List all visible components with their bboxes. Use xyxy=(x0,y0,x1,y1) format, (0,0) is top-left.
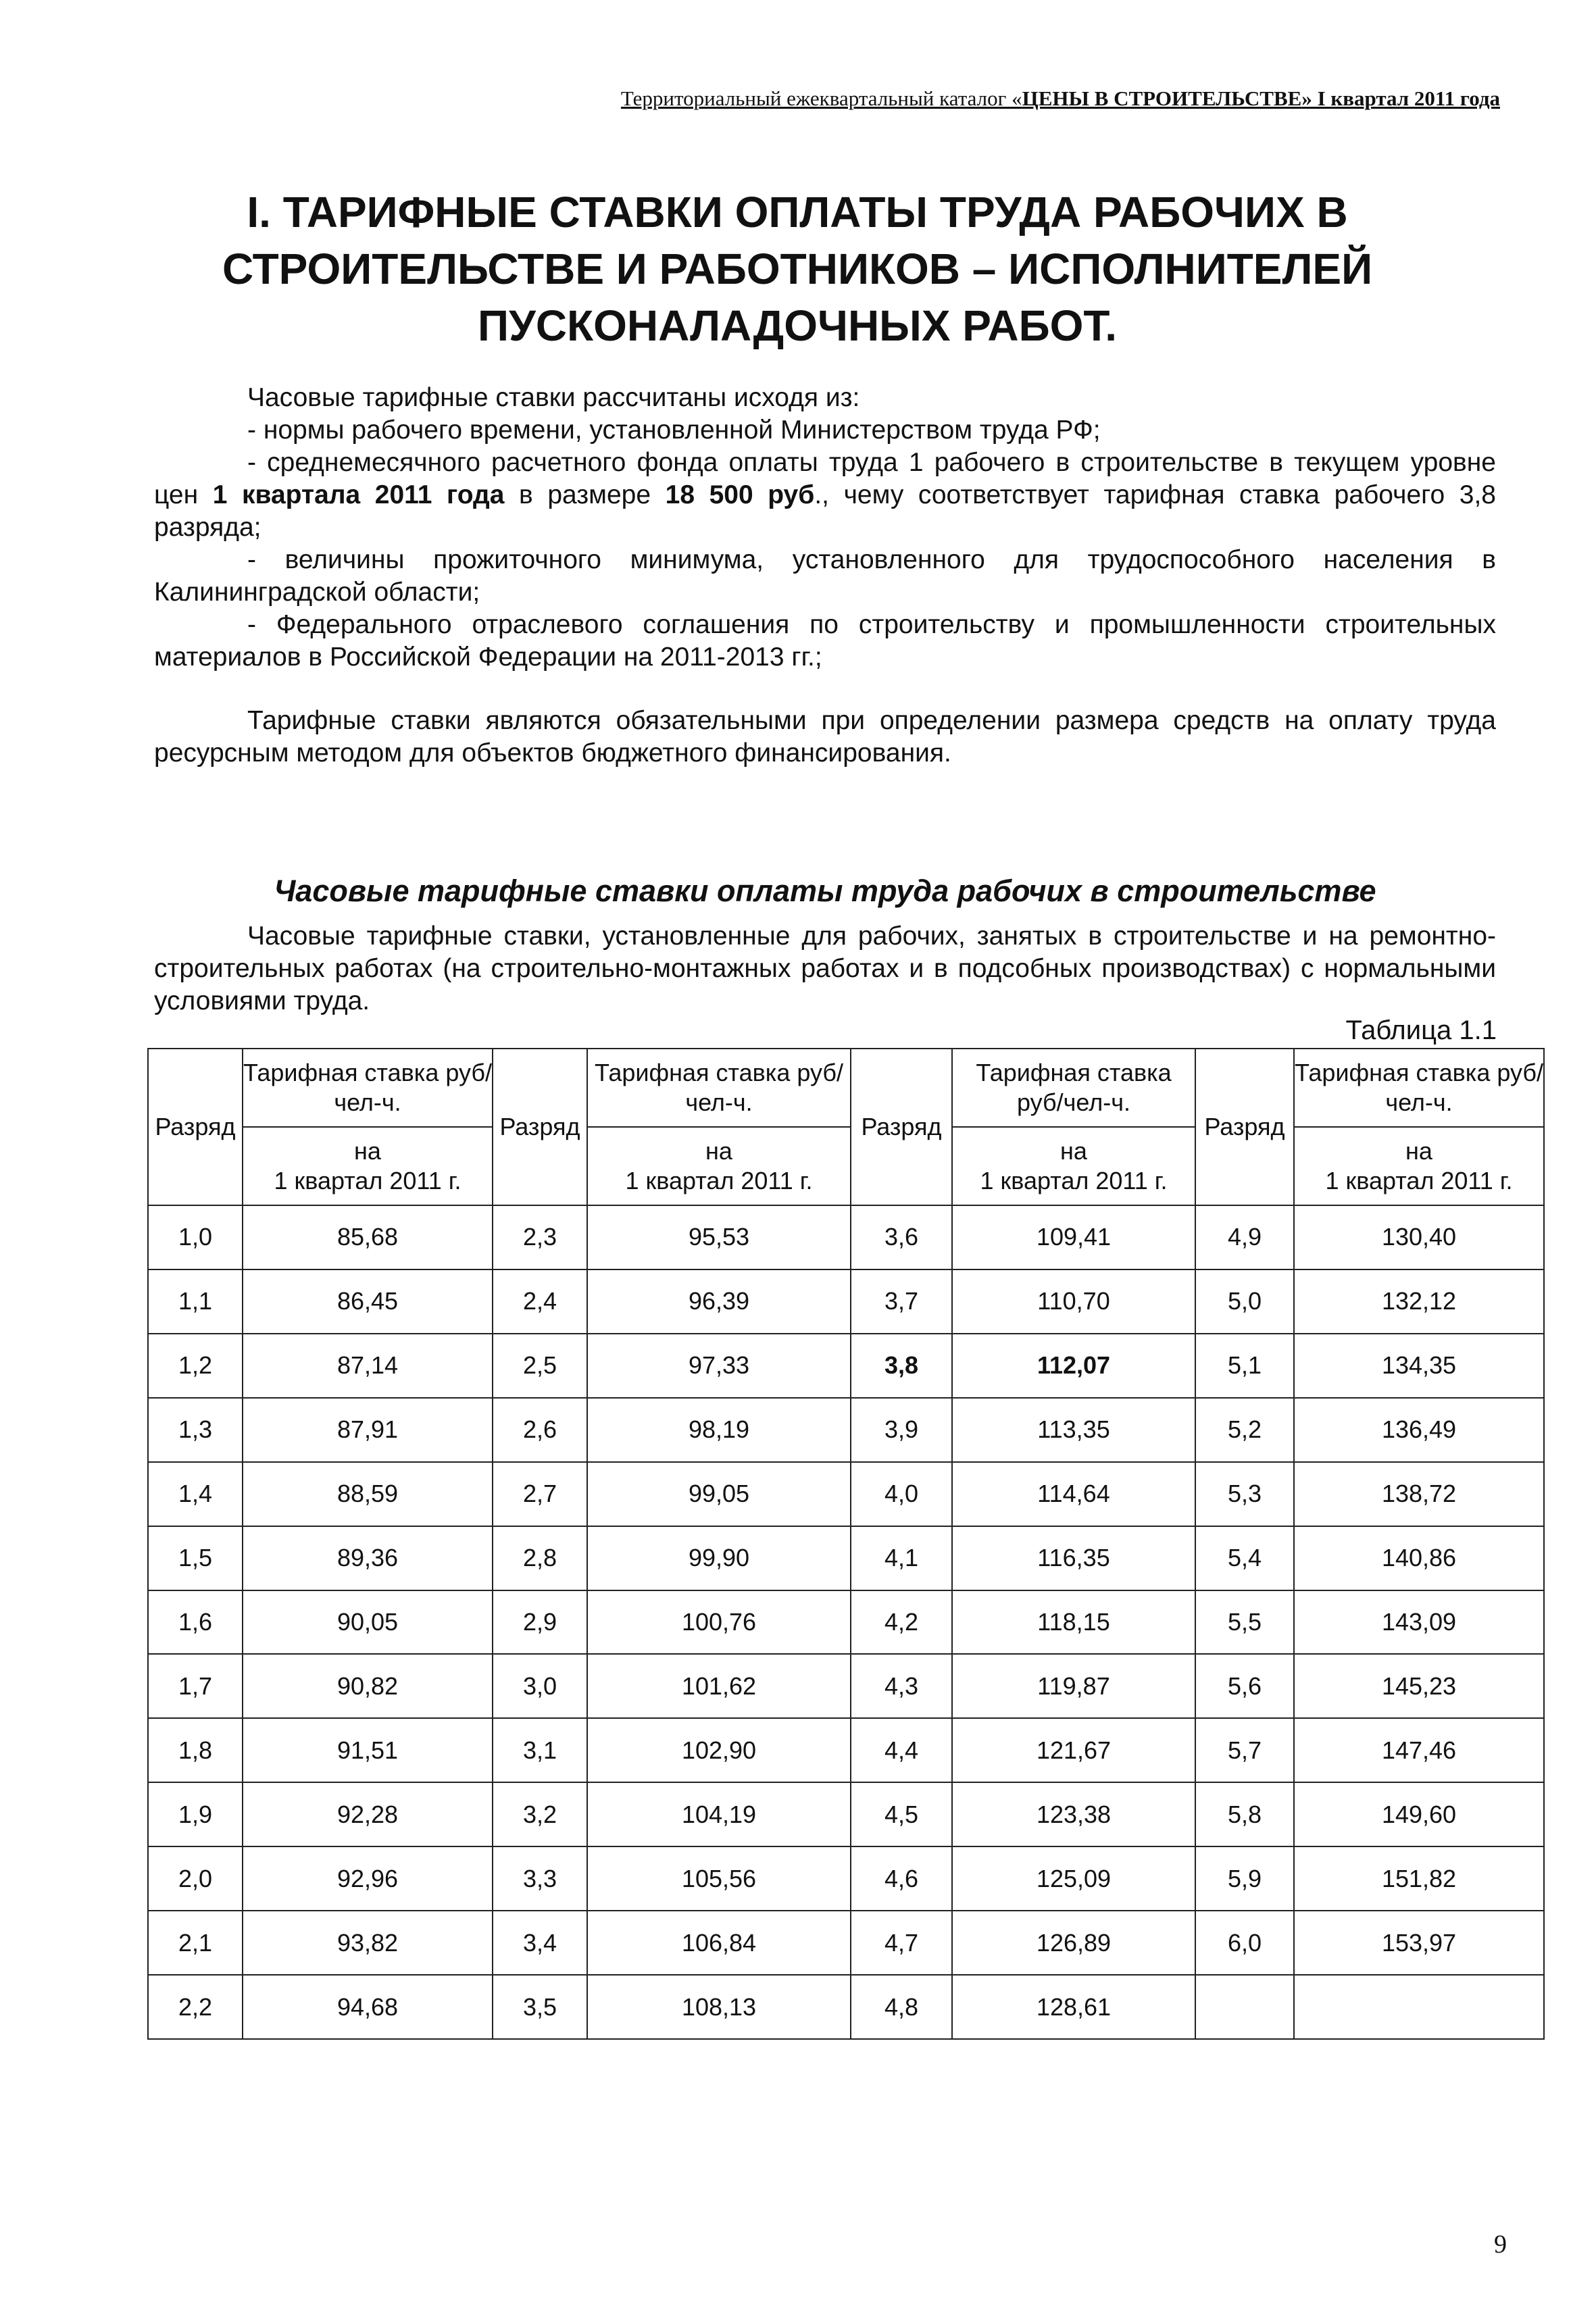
rate-cell: 153,97 xyxy=(1294,1911,1544,1975)
rate-cell: 106,84 xyxy=(587,1911,851,1975)
rate-cell: 118,15 xyxy=(952,1590,1195,1655)
grade-cell: 5,1 xyxy=(1195,1334,1294,1398)
rate-cell: 126,89 xyxy=(952,1911,1195,1975)
grade-cell: 1,3 xyxy=(148,1398,243,1462)
rate-cell: 94,68 xyxy=(243,1975,493,2039)
rate-cell: 114,64 xyxy=(952,1462,1195,1526)
table-body xyxy=(148,1205,1544,2039)
rate-header: Тарифная ставка руб/чел-ч. xyxy=(243,1049,493,1127)
grade-cell: 3,6 xyxy=(851,1205,952,1269)
grade-cell: 2,5 xyxy=(493,1334,587,1398)
table-label: Таблица 1.1 xyxy=(1345,1015,1497,1045)
rate-cell: 90,82 xyxy=(243,1654,493,1718)
grade-header: Разряд xyxy=(493,1049,587,1205)
table-row xyxy=(148,1590,1544,1655)
table-row xyxy=(148,1398,1544,1462)
grade-cell: 5,0 xyxy=(1195,1269,1294,1334)
rate-cell: 100,76 xyxy=(587,1590,851,1655)
rate-cell: 123,38 xyxy=(952,1782,1195,1846)
rate-cell: 149,60 xyxy=(1294,1782,1544,1846)
rate-cell: 102,90 xyxy=(587,1718,851,1782)
table-header-row xyxy=(148,1049,1544,1127)
rate-cell: 112,07 xyxy=(952,1334,1195,1398)
rate-cell: 121,67 xyxy=(952,1718,1195,1782)
rate-cell: 99,90 xyxy=(587,1526,851,1590)
table-row xyxy=(148,1654,1544,1718)
rate-cell: 98,19 xyxy=(587,1398,851,1462)
grade-cell: 2,3 xyxy=(493,1205,587,1269)
grade-cell: 3,2 xyxy=(493,1782,587,1846)
rate-cell: 87,91 xyxy=(243,1398,493,1462)
grade-cell: 4,1 xyxy=(851,1526,952,1590)
period-header: на 1 квартал 2011 г. xyxy=(587,1127,851,1205)
table-row xyxy=(148,1526,1544,1590)
rate-cell: 105,56 xyxy=(587,1846,851,1911)
rate-header: Тарифная ставка руб/чел-ч. xyxy=(952,1049,1195,1127)
table-row xyxy=(148,1911,1544,1975)
rate-cell: 140,86 xyxy=(1294,1526,1544,1590)
grade-cell: 5,4 xyxy=(1195,1526,1294,1590)
table-row xyxy=(148,1205,1544,1269)
rate-cell: 86,45 xyxy=(243,1269,493,1334)
table-subheader-row xyxy=(148,1127,1544,1205)
catalog-name: ЦЕНЫ В СТРОИТЕЛЬСТВЕ xyxy=(1022,86,1302,110)
rate-cell: 145,23 xyxy=(1294,1654,1544,1718)
rate-cell: 113,35 xyxy=(952,1398,1195,1462)
intro-item: - Федерального отраслевого соглашения по строительству и промышленности строительных материалов в Российской Федерации на 2011-2013 гг.; xyxy=(154,610,1496,672)
period-header: на 1 квартал 2011 г. xyxy=(243,1127,493,1205)
grade-cell: 2,8 xyxy=(493,1526,587,1590)
running-header: Территориальный ежеквартальный каталог «ЦЕНЫ В СТРОИТЕЛЬСТВЕ» I квартал 2011 года xyxy=(620,86,1500,110)
rate-cell: 119,87 xyxy=(952,1654,1195,1718)
obligation-text: Тарифные ставки являются обязательными при определении размера средств на оплату труда ресурсным методом для объектов бюджетного финансирования. xyxy=(154,706,1496,768)
grade-cell: 1,8 xyxy=(148,1718,243,1782)
grade-cell: 3,1 xyxy=(493,1718,587,1782)
rate-cell: 93,82 xyxy=(243,1911,493,1975)
grade-cell: 4,9 xyxy=(1195,1205,1294,1269)
rate-cell: 125,09 xyxy=(952,1846,1195,1911)
rate-cell: 99,05 xyxy=(587,1462,851,1526)
grade-cell: 5,7 xyxy=(1195,1718,1294,1782)
rate-cell: 90,05 xyxy=(243,1590,493,1655)
rate-cell: 138,72 xyxy=(1294,1462,1544,1526)
section-description: Часовые тарифные ставки, установленные для рабочих, занятых в строительстве и на ремонтно-строительных работах (на строительно-монтажных работах и в подсобных производствах) с нормальными условиями труда. xyxy=(154,922,1496,1015)
grade-cell: 1,5 xyxy=(148,1526,243,1590)
grade-cell: 2,7 xyxy=(493,1462,587,1526)
grade-cell: 2,2 xyxy=(148,1975,243,2039)
grade-cell: 2,6 xyxy=(493,1398,587,1462)
rate-header: Тарифная ставка руб/чел-ч. xyxy=(1294,1049,1544,1127)
grade-cell: 3,4 xyxy=(493,1911,587,1975)
page-number: 9 xyxy=(1494,2230,1507,2259)
rate-cell: 91,51 xyxy=(243,1718,493,1782)
intro-lead: Часовые тарифные ставки рассчитаны исходя из: xyxy=(247,383,860,412)
grade-header: Разряд xyxy=(1195,1049,1294,1205)
table-row xyxy=(148,1782,1544,1846)
grade-cell: 3,9 xyxy=(851,1398,952,1462)
rate-cell: 95,53 xyxy=(587,1205,851,1269)
grade-cell: 4,6 xyxy=(851,1846,952,1911)
grade-cell: 1,0 xyxy=(148,1205,243,1269)
grade-cell: 3,8 xyxy=(851,1334,952,1398)
grade-cell: 1,6 xyxy=(148,1590,243,1655)
grade-cell: 5,8 xyxy=(1195,1782,1294,1846)
rate-cell: 151,82 xyxy=(1294,1846,1544,1911)
rate-cell: 88,59 xyxy=(243,1462,493,1526)
grade-header: Разряд xyxy=(148,1049,243,1205)
section-heading: Часовые тарифные ставки оплаты труда рабочих в строительстве xyxy=(274,874,1376,908)
tariff-rates-table xyxy=(147,1048,1545,2040)
grade-cell: 5,9 xyxy=(1195,1846,1294,1911)
rate-cell: 96,39 xyxy=(587,1269,851,1334)
grade-cell: 3,5 xyxy=(493,1975,587,2039)
grade-cell: 4,4 xyxy=(851,1718,952,1782)
table-row xyxy=(148,1718,1544,1782)
grade-cell: 3,7 xyxy=(851,1269,952,1334)
grade-cell: 3,0 xyxy=(493,1654,587,1718)
rate-cell: 87,14 xyxy=(243,1334,493,1398)
rate-cell: 101,62 xyxy=(587,1654,851,1718)
rate-cell: 109,41 xyxy=(952,1205,1195,1269)
rate-cell: 108,13 xyxy=(587,1975,851,2039)
grade-cell: 4,8 xyxy=(851,1975,952,2039)
intro-item: - нормы рабочего времени, установленной Министерством труда РФ; xyxy=(247,416,1101,445)
grade-cell: 5,5 xyxy=(1195,1590,1294,1655)
table-row xyxy=(148,1846,1544,1911)
grade-cell: 1,9 xyxy=(148,1782,243,1846)
rate-cell: 104,19 xyxy=(587,1782,851,1846)
rate-cell: 97,33 xyxy=(587,1334,851,1398)
grade-cell: 5,3 xyxy=(1195,1462,1294,1526)
rate-cell: 110,70 xyxy=(952,1269,1195,1334)
rate-header: Тарифная ставка руб/чел-ч. xyxy=(587,1049,851,1127)
grade-cell: 4,2 xyxy=(851,1590,952,1655)
grade-cell: 5,2 xyxy=(1195,1398,1294,1462)
rate-cell: 128,61 xyxy=(952,1975,1195,2039)
rate-cell xyxy=(1294,1975,1544,2039)
rate-cell: 92,28 xyxy=(243,1782,493,1846)
grade-cell xyxy=(1195,1975,1294,2039)
grade-cell: 2,9 xyxy=(493,1590,587,1655)
rate-cell: 85,68 xyxy=(243,1205,493,1269)
intro-item: - величины прожиточного минимума, установленного для трудоспособного населения в Калининградской области; xyxy=(154,545,1496,607)
rate-cell: 143,09 xyxy=(1294,1590,1544,1655)
grade-cell: 4,0 xyxy=(851,1462,952,1526)
grade-header: Разряд xyxy=(851,1049,952,1205)
grade-cell: 1,4 xyxy=(148,1462,243,1526)
rate-cell: 134,35 xyxy=(1294,1334,1544,1398)
grade-cell: 3,3 xyxy=(493,1846,587,1911)
intro-text xyxy=(154,382,1496,674)
table-row xyxy=(148,1334,1544,1398)
page-title: I. ТАРИФНЫЕ СТАВКИ ОПЛАТЫ ТРУДА РАБОЧИХ В СТРОИТЕЛЬСТВЕ И РАБОТНИКОВ – ИСПОЛНИТЕЛЕЙ ПУСКОНАЛАДОЧНЫХ РАБОТ. xyxy=(222,188,1373,350)
grade-cell: 4,3 xyxy=(851,1654,952,1718)
grade-cell: 6,0 xyxy=(1195,1911,1294,1975)
rate-cell: 89,36 xyxy=(243,1526,493,1590)
grade-cell: 2,4 xyxy=(493,1269,587,1334)
intro-item: - среднемесячного расчетного фонда оплаты труда 1 рабочего в строительстве в текущем уровне цен 1 квартала 2011 года в размере 18 500 руб., чему соответствует тарифная ставка рабочего 3,8 разряда; xyxy=(154,448,1496,542)
rate-cell: 136,49 xyxy=(1294,1398,1544,1462)
period-header: на 1 квартал 2011 г. xyxy=(952,1127,1195,1205)
grade-cell: 2,1 xyxy=(148,1911,243,1975)
grade-cell: 1,2 xyxy=(148,1334,243,1398)
grade-cell: 4,7 xyxy=(851,1911,952,1975)
rate-cell: 132,12 xyxy=(1294,1269,1544,1334)
table-row xyxy=(148,1269,1544,1334)
rate-cell: 147,46 xyxy=(1294,1718,1544,1782)
grade-cell: 4,5 xyxy=(851,1782,952,1846)
grade-cell: 1,1 xyxy=(148,1269,243,1334)
rate-cell: 116,35 xyxy=(952,1526,1195,1590)
period-header: на 1 квартал 2011 г. xyxy=(1294,1127,1544,1205)
grade-cell: 5,6 xyxy=(1195,1654,1294,1718)
grade-cell: 1,7 xyxy=(148,1654,243,1718)
grade-cell: 2,0 xyxy=(148,1846,243,1911)
table-row xyxy=(148,1462,1544,1526)
table-row xyxy=(148,1975,1544,2039)
rate-cell: 130,40 xyxy=(1294,1205,1544,1269)
rate-cell: 92,96 xyxy=(243,1846,493,1911)
